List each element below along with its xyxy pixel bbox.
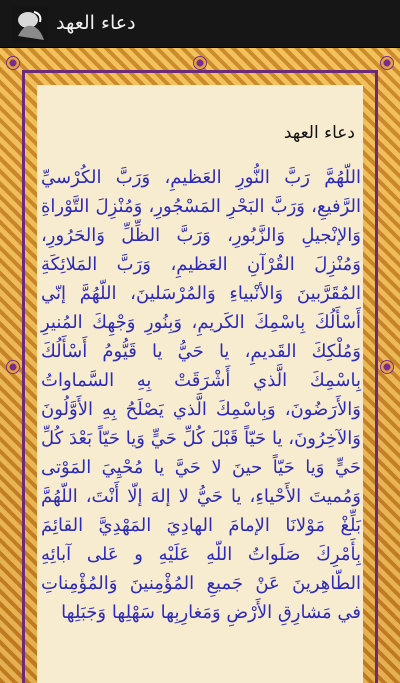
corner-ornament-icon <box>380 56 394 70</box>
app-logo-icon[interactable] <box>12 6 48 42</box>
corner-ornament-icon <box>6 56 20 70</box>
action-bar <box>0 0 400 48</box>
app-title: دعاء العهد <box>56 12 136 34</box>
prayer-heading: دعاء العهد <box>283 123 355 143</box>
top-ornament-icon <box>193 56 207 70</box>
app-logo-graphic <box>12 6 48 42</box>
prayer-content-area[interactable] <box>37 85 363 683</box>
side-ornament-icon <box>380 360 394 374</box>
side-ornament-icon <box>6 360 20 374</box>
prayer-text: اللّهُمَّ رَبَّ النُّورِ العَظيمِ، وَرَبَّ الكُرْسيِّ الرَّفيعِ، وَرَبَّ البَحْرِ المَسْجُورِ، وَمُنْزِلَ التَّوْراةِ وَالإنْجيلِ وَالزَّبُورِ، وَرَبَّ الظِّلِّ وَالحَرُورِ، وَمُنْزِلَ القُرْآنِ العَظيمِ، وَرَبَّ المَلائِكَةِ المُقَرَّبينَ وَالأنْبياءِ وَالمُرْسَلينَ، اللّهُمَّ إنّي أَسْأَلُكَ بِاسْمِكَ الكَريمِ، وَبِنُورِ وَجْهِكَ المُنيرِ وَمُلْكِكَ القَديمِ، يا حَيُّ يا قَيُّومُ أَسْأَلُكَ بِاسْمِكَ الَّذي أَشْرَقَتْ بِهِ السَّماواتُ وَالأَرَضُونَ، وَبِاسْمِكَ الَّذي يَصْلَحُ بِهِ الأَوَّلُونَ وَالآخِرُونَ، يا حَيّاً قَبْلَ كُلِّ حَيٍّ وَيا حَيّاً بَعْدَ كُلِّ حَيٍّ وَيا حَيّاً حينَ لا حَيَّ يا مُحْيِيَ المَوْتى وَمُميتَ الأَحْياءِ، يا حَيُّ لا إلهَ إلّا أَنْتَ، اللّهُمَّ بَلِّغْ مَوْلانَا الإمامَ الهادِيَ المَهْدِيَّ القائِمَ بِأَمْرِكَ صَلَواتُ اللّهِ عَلَيْهِ و عَلى آبائِهِ الطّاهِرينَ عَنْ جَميعِ المُؤْمِنينَ وَالمُؤْمِناتِ في مَشارِقِ الأَرْضِ وَمَغارِبِها سَهْلِها وَجَبَلِها <box>41 167 361 623</box>
